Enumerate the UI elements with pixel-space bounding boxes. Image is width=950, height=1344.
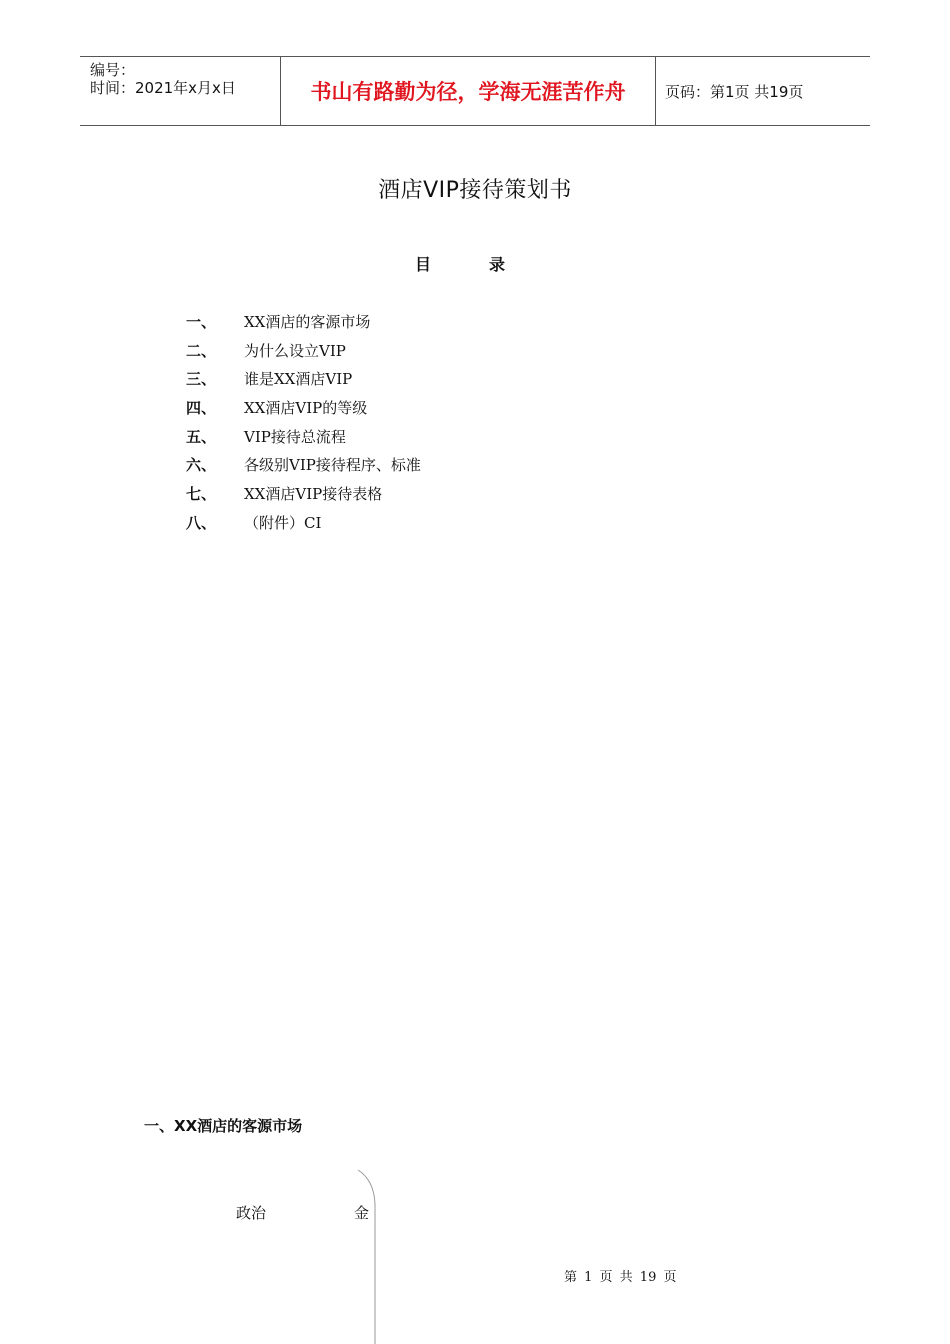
toc-item[interactable] <box>186 454 586 483</box>
header-motto-cell <box>280 57 656 125</box>
toc-item-number: 八、 <box>186 513 217 532</box>
serial-label: 编号： <box>90 61 136 79</box>
toc-item[interactable] <box>186 426 586 455</box>
diagram-label-politics: 政治 <box>236 1204 267 1222</box>
toc-item-number: 三、 <box>186 370 217 389</box>
diagram-brace-line <box>356 1168 380 1344</box>
toc-item-text: XX酒店VIP接待表格 <box>244 485 383 504</box>
toc-item[interactable] <box>186 340 586 369</box>
toc-item-number: 五、 <box>186 427 217 446</box>
section-heading: 一、XX酒店的客源市场 <box>144 1117 303 1135</box>
toc-item-text: 各级别VIP接待程序、标准 <box>244 456 421 475</box>
document-title: 酒店VIP接待策划书 <box>378 178 572 203</box>
motto-text: 书山有路勤为径，学海无涯苦作舟 <box>310 79 626 104</box>
toc-item-text: XX酒店的客源市场 <box>244 313 371 331</box>
toc-heading-right: 录 <box>489 255 506 274</box>
header-page-cell <box>655 57 870 125</box>
toc-heading-left: 目 <box>415 255 432 274</box>
header-meta-cell <box>80 57 280 125</box>
toc-item-number: 二、 <box>186 341 217 360</box>
toc-item-text: 为什么设立VIP <box>244 341 346 360</box>
toc-item[interactable] <box>186 512 586 541</box>
table-of-contents <box>186 311 586 541</box>
toc-item-text: 谁是XX酒店VIP <box>244 370 353 389</box>
page-info: 页码：第1页 共19页 <box>665 83 804 101</box>
time-label: 时间：2021年x月x日 <box>90 79 236 97</box>
toc-item-number: 七、 <box>186 485 217 504</box>
document-header <box>80 56 870 126</box>
diagram-label-finance: 金 <box>354 1204 370 1222</box>
toc-item[interactable] <box>186 483 586 512</box>
toc-item-text: XX酒店VIP的等级 <box>244 399 368 418</box>
toc-item-number: 四、 <box>186 399 217 418</box>
toc-item-text: VIP接待总流程 <box>244 427 346 446</box>
toc-item-text: （附件）CI <box>244 513 322 532</box>
toc-item-number: 一、 <box>186 313 217 331</box>
toc-item[interactable] <box>186 397 586 426</box>
toc-item-number: 六、 <box>186 456 217 475</box>
page-footer: 第 1 页 共 19 页 <box>564 1270 677 1285</box>
toc-item[interactable] <box>186 368 586 397</box>
toc-item[interactable] <box>186 311 586 340</box>
